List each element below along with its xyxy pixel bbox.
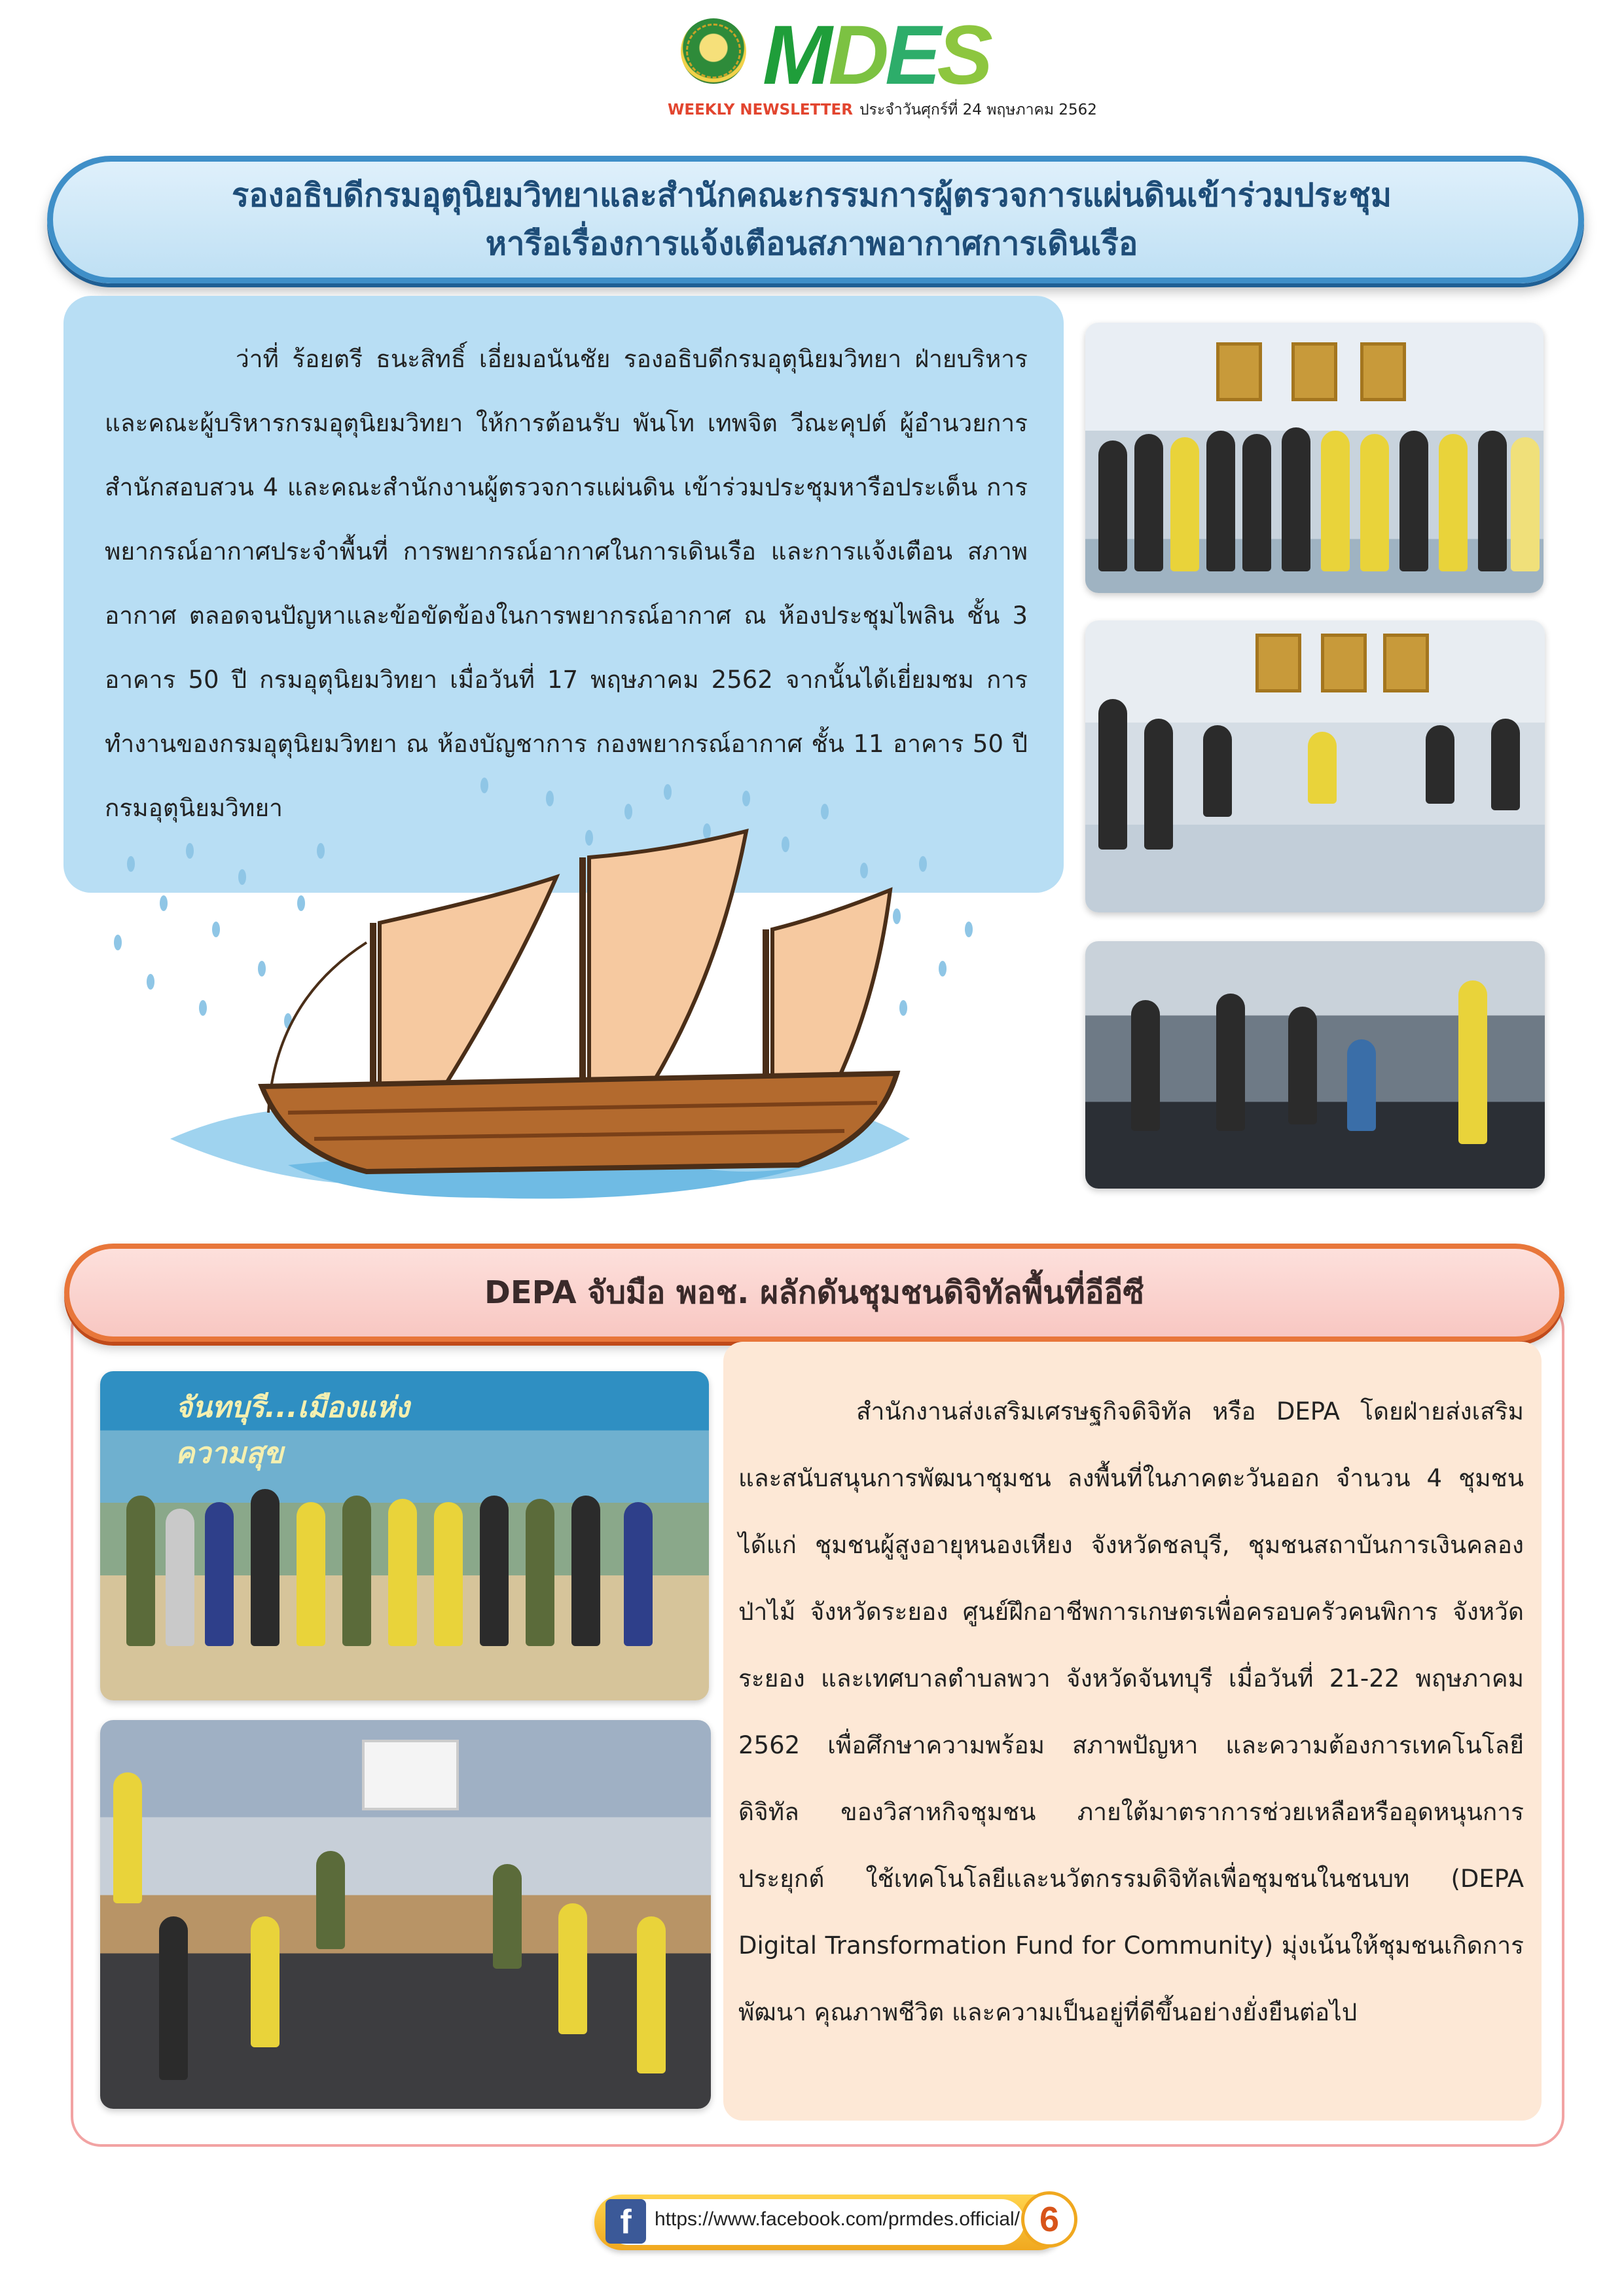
mdes-logo: MDES bbox=[763, 9, 989, 102]
boat-hull bbox=[262, 1073, 897, 1172]
issue-date: ประจำวันศุกร์ที่ 24 พฤษภาคม 2562 bbox=[859, 101, 1097, 118]
section1-body: ว่าที่ ร้อยตรี ธนะสิทธิ์ เอี่ยมอนันชัย รองอธิบดีกรมอุตุนิยมวิทยา ฝ่ายบริหาร และคณะผู้บริหารกรมอุตุนิยมวิทยา ให้การต้อนรับ พันโท เทพจิต วีณะคุปต์ ผู้อำนวยการ สำนักสอบสวน 4 และคณะสำนักงานผู้ตรวจการแผ่นดิน เข้าร่วมประชุมหารือประเด็น การพยากรณ์อากาศประจำพื้นที่ การพยากรณ์อากาศในการเดินเรือ และการแจ้งเตือน สภาพอากาศ ตลอดจนปัญหาและข้อขัดข้องในการพยากรณ์อากาศ ณ ห้องประชุมไพลิน ชั้น 3 อาคาร 50 ปี กรมอุตุนิยมวิทยา เมื่อวันที่ 17 พฤษภาคม 2562 จากนั้นได้เยี่ยมชม การทำงานของกรมอุตุนิยมวิทยา ณ ห้องบัญชาการ กองพยากรณ์อากาศ ชั้น 11 อาคาร 50 ปี กรมอุตุนิยมวิทยา bbox=[105, 345, 1028, 822]
sail-1 bbox=[380, 877, 556, 1113]
section2-title: DEPA จับมือ พอช. ผลักดันชุมชนดิจิทัลพื้นที่อีอีซี bbox=[484, 1274, 1144, 1311]
meeting-group-photo bbox=[1085, 323, 1543, 593]
forecast-office-visit-photo bbox=[1085, 941, 1545, 1189]
newsletter-date bbox=[668, 98, 1097, 122]
page-number: 6 bbox=[1021, 2191, 1077, 2248]
facebook-link[interactable]: https://www.facebook.com/prmdes.official/ bbox=[655, 2208, 1020, 2230]
photo-sign-text: จันทบุรี...เมืองแห่งความสุข bbox=[175, 1391, 410, 1470]
sailboat-illustration bbox=[92, 772, 1008, 1244]
section1-title: รองอธิบดีกรมอุตุนิยมวิทยาและสำนักคณะกรรมการผู้ตรวจการแผ่นดินเข้าร่วมประชุม หารือเรื่องการแจ้งเตือนสภาพอากาศการเดินเรือ bbox=[231, 177, 1392, 262]
community-meeting-photo bbox=[100, 1720, 711, 2109]
facebook-icon[interactable]: f bbox=[605, 2199, 646, 2244]
section2-body: สำนักงานส่งเสริมเศรษฐกิจดิจิทัล หรือ DEPA โดยฝ่ายส่งเสริม และสนับสนุนการพัฒนาชุมชน ลงพื้นที่ในภาคตะวันออก จำนวน 4 ชุมชน ได้แก่ ชุมชนผู้สูงอายุหนองเหียง จังหวัดชลบุรี, ชุมชนสถาบันการเงินคลอง ป่าไม้ จังหวัดระยอง ศูนย์ฝึกอาชีพการเกษตรเพื่อครอบครัวคนพิการ จังหวัด ระยอง และเทศบาลตำบลพวา จังหวัดจันทบุรี เมื่อวันที่ 21-22 พฤษภาคม 2562 เพื่อศึกษาความพร้อม สภาพปัญหา และความต้องการเทคโนโลยีดิจิทัล ของวิสาหกิจชุมชน ภายใต้มาตราการช่วยเหลือหรืออุดหนุนการประยุกต์ ใช้เทคโนโลยีและนวัตกรรมดิจิทัลเพื่อชุมชนในชนบท (DEPA Digital Transformation Fund for Community) มุ่งเน้นให้ชุมชนเกิดการพัฒนา คุณภาพชีวิต และความเป็นอยู่ที่ดีขึ้นอย่างยั่งยืนต่อไป bbox=[738, 1397, 1524, 2026]
ministry-seal-icon bbox=[681, 18, 746, 84]
community-group-photo bbox=[100, 1371, 709, 1700]
newsletter-label: WEEKLY NEWSLETTER bbox=[668, 101, 853, 118]
meeting-room-photo bbox=[1085, 620, 1545, 912]
sail-3 bbox=[772, 890, 890, 1080]
sail-2 bbox=[589, 831, 746, 1086]
